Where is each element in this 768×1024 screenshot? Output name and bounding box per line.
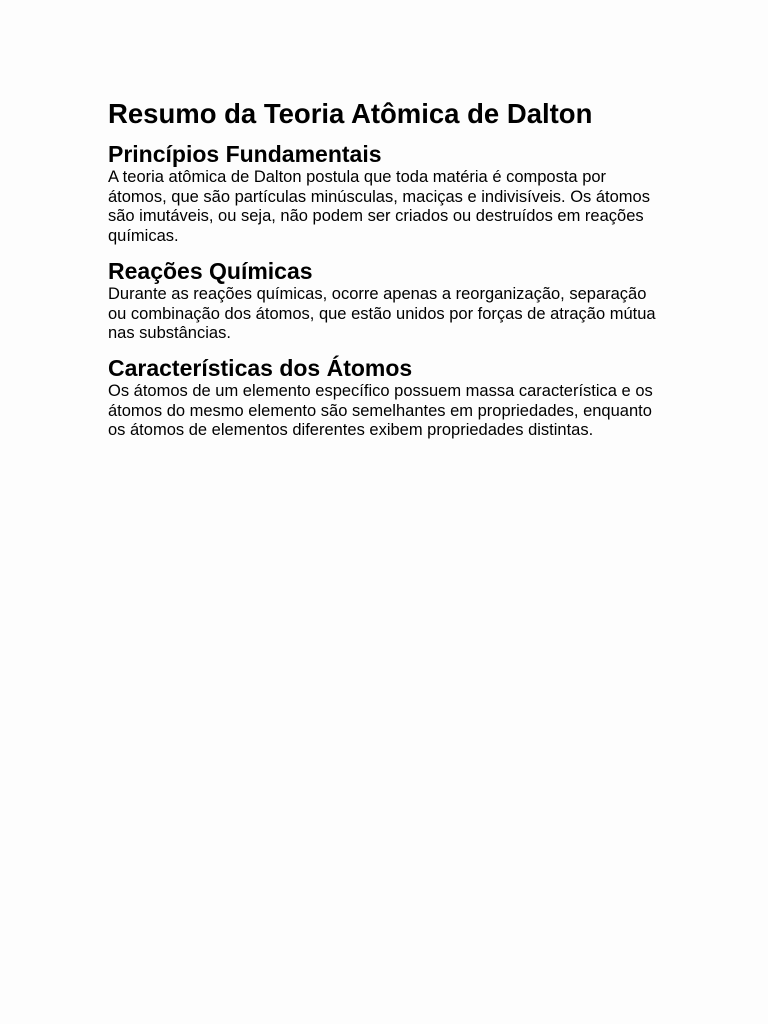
section-heading: Reações Químicas xyxy=(108,257,313,284)
section-heading: Características dos Átomos xyxy=(108,354,413,381)
section-heading: Princípios Fundamentais xyxy=(108,141,382,167)
section-body: A teoria atômica de Dalton postula que toda matéria é composta por átomos, que são partículas minúsculas, maciças e indivisíveis. Os átomos são imutáveis, ou seja, não podem ser criados ou destruídos em reações químicas. xyxy=(108,168,650,246)
section-body: Durante as reações químicas, ocorre apenas a reorganização, separação ou combinação dos átomos, que estão unidos por forças de atração mútua nas substâncias. xyxy=(108,284,656,343)
section-body: Os átomos de um elemento específico possuem massa característica e os átomos do mesmo elemento são semelhantes em propriedades, enquanto os átomos de elementos diferentes exibem propriedades distintas. xyxy=(108,381,653,440)
document-title: Resumo da Teoria Atômica de Dalton xyxy=(108,98,593,129)
section-reacoes-quimicas xyxy=(108,257,668,344)
section-principios-fundamentais xyxy=(108,140,668,247)
section-caracteristicas-dos-atomos xyxy=(108,354,668,441)
